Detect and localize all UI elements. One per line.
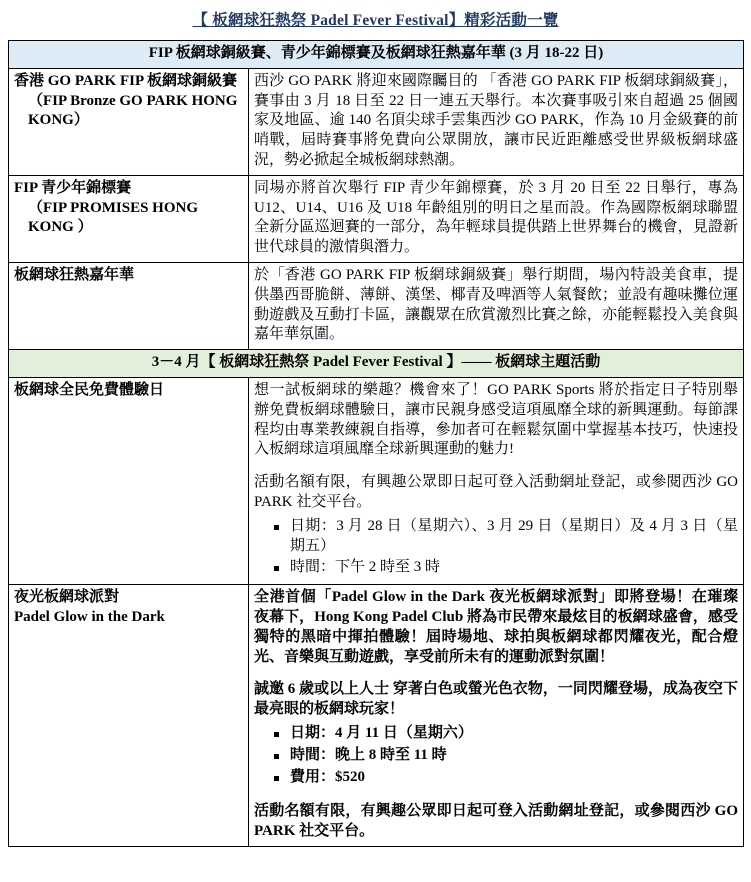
list-item: 時間：晚上 8 時至 11 時 [288, 746, 738, 766]
row-body-promises: 同場亦將首次舉行 FIP 青少年錦標賽，於 3 月 20 日至 22 日舉行，專為 U12、U14、U16 及 U18 年齡組別的明日之星而設。作為國際板網球聯盟全新分區巡迴賽的一部分，為年輕球員提供踏上世界舞台的機會，見證新世代球員的激情與潛力。 [249, 175, 744, 262]
row-label-carnival [9, 262, 249, 349]
table-row [9, 262, 744, 349]
row-body-bronze: 西沙 GO PARK 將迎來國際矚目的 「香港 GO PARK FIP 板網球銅級賽」，賽事由 3 月 18 日至 22 日一連五天舉行。本次賽事吸引來自超過 25 個國家及地區、逾 140 名頂尖球手雲集西沙 GO PARK，作為 10 月金級賽的前哨戰，屆時賽事將免費向公眾開放，讓市民近距離感受世界級板網球盛況，勢必掀起全城板網球熱潮。 [249, 68, 744, 175]
row-label-glow-party-line2: Padel Glow in the Dark [14, 608, 165, 625]
row-label-bronze [9, 68, 249, 175]
row-label-promises [9, 175, 249, 262]
page-title: 【 板網球狂熱祭 Padel Fever Festival】精彩活動一覽 [192, 12, 559, 29]
glow-party-para-3: 活動名額有限，有興趣公眾即日起可登入活動網址登記，或參閱西沙 GO PARK 社交平台。 [254, 803, 739, 840]
table-row-section-header [9, 41, 744, 69]
section-header-fip: FIP 板網球銅級賽、青少年錦標賽及板網球狂熱嘉年華 (3 月 18-22 日) [9, 41, 744, 69]
row-body-free-trial [249, 377, 744, 584]
table-row-section-header [9, 350, 744, 378]
row-label-promises-line1: FIP 青少年錦標賽 [14, 179, 132, 196]
list-item: 日期：4 月 11 日（星期六） [288, 724, 738, 744]
row-label-free-trial [9, 377, 249, 584]
row-label-bronze-line2: （FIP Bronze GO PARK HONG KONG） [28, 92, 238, 129]
glow-party-para-2: 誠邀 6 歲或以上人士 穿著白色或螢光色衣物，一同閃耀登場，成為夜空下最亮眼的板網球玩家！ [254, 681, 739, 718]
row-body-carnival: 於「香港 GO PARK FIP 板網球銅級賽」舉行期間，場內特設美食車，提供墨西哥脆餅、薄餅、漢堡、椰青及啤酒等人氣餐飲；並設有趣味攤位運動遊戲及互動打卡區，讓觀眾在欣賞激烈比賽之餘，亦能輕鬆投入美食與嘉年華氛圍。 [249, 262, 744, 349]
list-item: 時間：下午 2 時至 3 時 [288, 558, 738, 578]
row-label-glow-party-line1: 夜光板網球派對 [14, 589, 120, 606]
row-body-glow-party [249, 585, 744, 847]
list-item: 費用：$520 [288, 768, 738, 788]
row-label-bronze-line1: 香港 GO PARK FIP 板網球銅級賽 [14, 72, 238, 89]
free-trial-details-list [254, 517, 738, 578]
list-item: 日期：3 月 28 日（星期六）、3 月 29 日（星期日）及 4 月 3 日（星期五） [288, 517, 738, 557]
row-label-promises-line2: （FIP PROMISES HONG KONG ） [28, 199, 199, 236]
row-label-carnival-line1: 板網球狂熱嘉年華 [14, 266, 135, 283]
section-header-festival: 3－4 月【 板網球狂熱祭 Padel Fever Festival 】—— 板網球主題活動 [9, 350, 744, 378]
free-trial-para-1: 想一試板網球的樂趣？機會來了！GO PARK Sports 將於指定日子特別舉辦免費板網球體驗日，讓市民親身感受這項風靡全球的新興運動。每節課程均由專業教練親自指導，參加者可在輕鬆氛圍中掌握基本技巧，快速投入板網球這項風靡全球新興運動的魅力! [254, 381, 739, 458]
spacer [254, 789, 738, 802]
row-label-glow-party [9, 585, 249, 847]
row-label-free-trial-line1: 板網球全民免費體驗日 [14, 381, 165, 398]
table-row [9, 175, 744, 262]
table-row [9, 377, 744, 584]
table-row [9, 68, 744, 175]
spacer [254, 667, 738, 680]
activities-table [8, 40, 744, 847]
table-row [9, 585, 744, 847]
spacer [254, 460, 738, 473]
glow-party-para-1: 全港首個「Padel Glow in the Dark 夜光板網球派對」即將登場！在璀璨夜幕下，Hong Kong Padel Club 將為市民帶來最炫目的板網球盛會，感受獨特的黑暗中揮拍體驗！屆時場地、球拍與板網球都閃耀夜光，配合燈光、音樂與互動遊戲，享受前所未有的運動派對氛圍！ [254, 589, 739, 665]
glow-party-details-list [254, 724, 738, 787]
free-trial-para-2: 活動名額有限，有興趣公眾即日起可登入活動網址登記，或參閱西沙 GO PARK 社交平台。 [254, 474, 739, 510]
